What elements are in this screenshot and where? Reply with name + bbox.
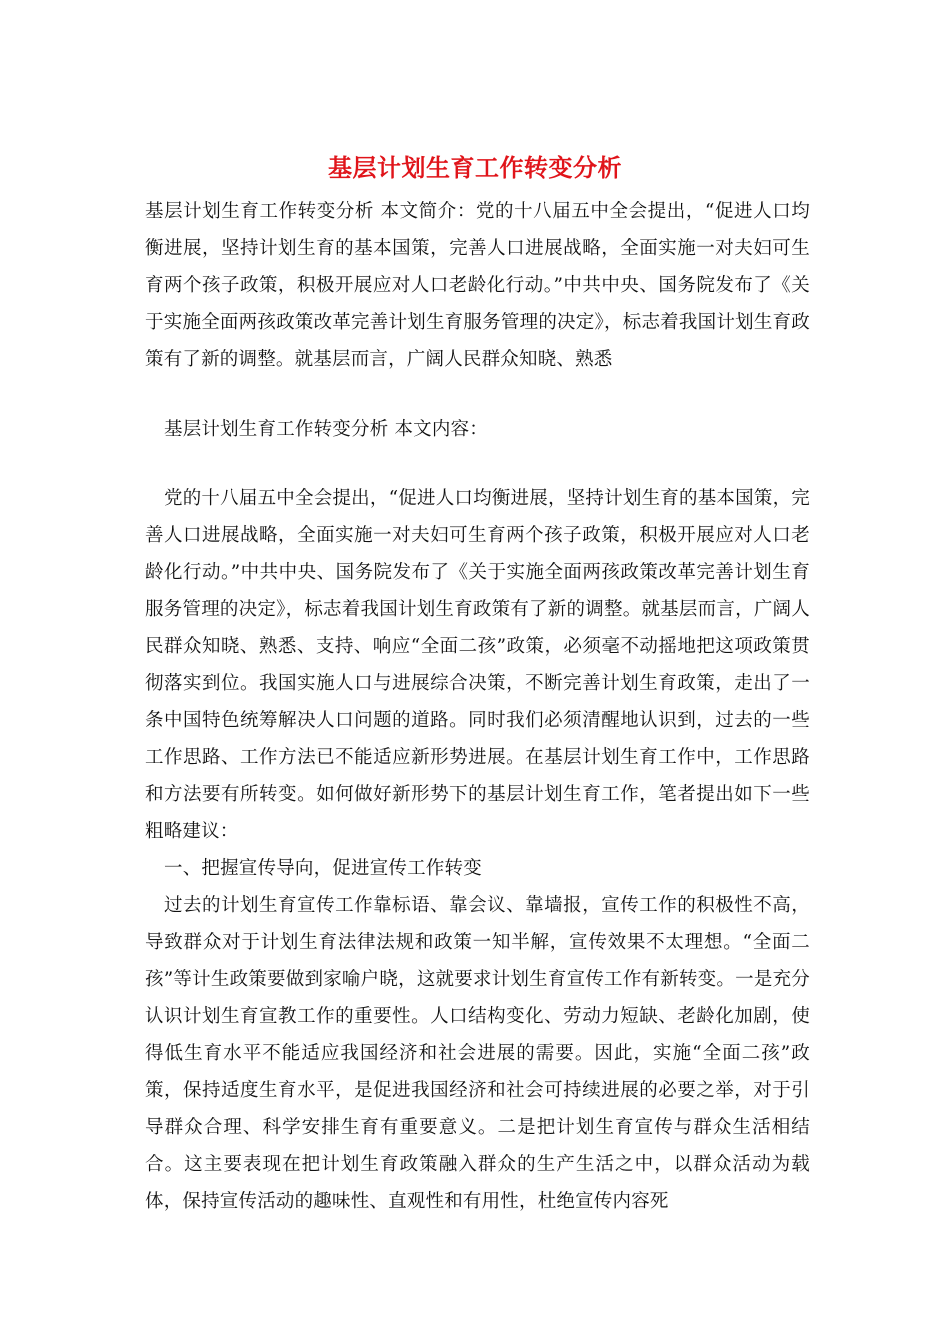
content-label: 基层计划生育工作转变分析 本文内容： [164,419,488,440]
body-text [145,480,810,1220]
section-heading: 一、把握宣传导向，促进宣传工作转变 [164,858,482,879]
body-paragraph: 党的十八届五中全会提出，“促进人口均衡进展，坚持计划生育的基本国策，完善人口进展战略，全面实施一对夫妇可生育两个孩子政策，积极开展应对人口老龄化行动。”中共中央、国务院发布了《关于实施全面两孩政策改革完善计划生育服务管理的决定》，标志着我国计划生育政策有了新的调整。就基层而言，广阔人民群众知晓、熟悉、支持、响应“全面二孩”政策，必须毫不动摇地把这项政策贯彻落实到位。我国实施人口与进展综合决策，不断完善计划生育政策，走出了一条中国特色统筹解决人口问题的道路。同时我们必须清醒地认识到，过去的一些工作思路、工作方法已不能适应新形势进展。在基层计划生育工作中，工作思路和方法要有所转变。如何做好新形势下的基层计划生育工作，笔者提出如下一些粗略建议： [145,488,810,842]
body-paragraph: 过去的计划生育宣传工作靠标语、靠会议、靠墙报，宣传工作的积极性不高，导致群众对于计划生育法律法规和政策一知半解，宣传效果不太理想。“全面二孩”等计生政策要做到家喻户晓，这就要求计划生育宣传工作有新转变。一是充分认识计划生育宣教工作的重要性。人口结构变化、劳动力短缺、老龄化加剧，使得低生育水平不能适应我国经济和社会进展的需要。因此，实施“全面二孩”政策，保持适度生育水平，是促进我国经济和社会可持续进展的必要之举，对于引导群众合理、科学安排生育有重要意义。二是把计划生育宣传与群众生活相结合。这主要表现在把计划生育政策融入群众的生产生活之中，以群众活动为载体，保持宣传活动的趣味性、直观性和有用性，杜绝宣传内容死 [145,895,810,1212]
document-title: 基层计划生育工作转变分析 [328,153,622,182]
intro-paragraph: 基层计划生育工作转变分析 本文简介：党的十八届五中全会提出，“促进人口均衡进展，坚持计划生育的基本国策，完善人口进展战略，全面实施一对夫妇可生育两个孩子政策，积极开展应对人口老龄化行动。”中共中央、国务院发布了《关于实施全面两孩政策改革完善计划生育服务管理的决定》，标志着我国计划生育政策有了新的调整。就基层而言，广阔人民群众知晓、熟悉 [145,201,810,370]
